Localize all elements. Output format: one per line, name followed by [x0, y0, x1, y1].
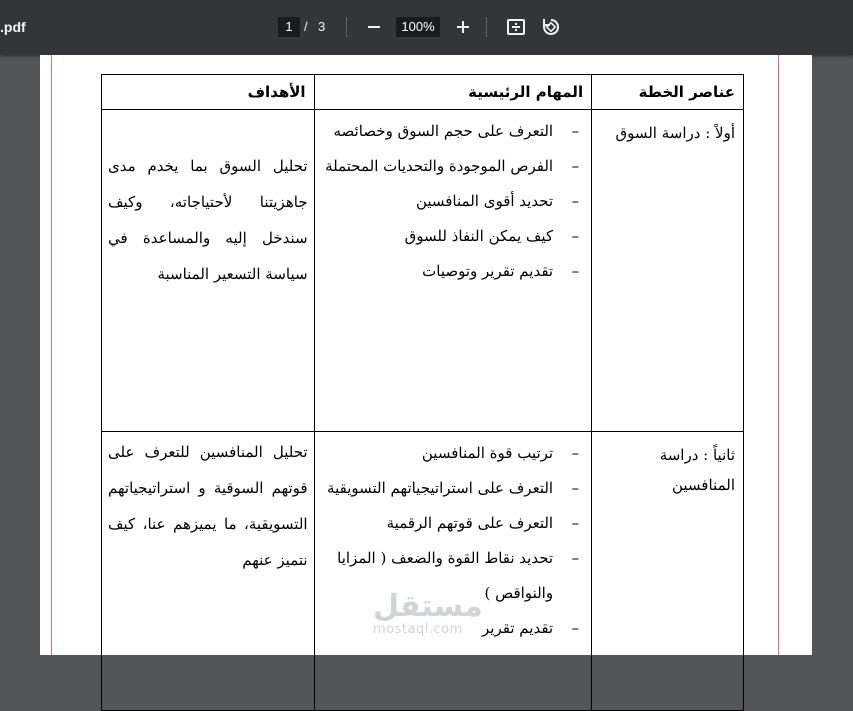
- rotate-button[interactable]: [537, 13, 565, 41]
- margin-line-right: [778, 55, 779, 655]
- rotate-icon: [541, 17, 561, 37]
- goal-cell: تحليل السوق بما يخدم مدى جاهزيتنا لأحتياجاته، وكيف سندخل إليه والمساعدة في سياسة التسعير المناسبة: [102, 110, 315, 432]
- current-page-input[interactable]: 1: [278, 17, 300, 37]
- task-item: – كيف يمكن النفاذ للسوق: [321, 219, 580, 254]
- tasks-cell: [314, 432, 592, 711]
- table-row: [102, 432, 744, 711]
- watermark-latin: mostaql.com: [373, 622, 463, 637]
- tasks-cell: [314, 110, 592, 432]
- task-item: – التعرف على حجم السوق وخصائصه: [321, 114, 580, 149]
- table-row: [102, 110, 744, 432]
- minus-icon: [367, 20, 381, 34]
- task-item: – الفرص الموجودة والتحديات المحتملة: [321, 149, 580, 184]
- total-pages: 3: [318, 19, 326, 34]
- watermark-arabic: مستقل: [373, 589, 483, 624]
- fit-page-icon: [507, 19, 525, 35]
- fit-page-button[interactable]: [502, 13, 530, 41]
- watermark-logo: [373, 591, 483, 637]
- task-item: – تقديم تقرير: [321, 611, 580, 646]
- goal-cell: تحليل المنافسين للتعرف على قوتهم السوقية و استراتيجياتهم التسويقية، ما يميزهم عنا، كيف نتميز عنهم: [102, 432, 315, 711]
- task-item: – تحديد نقاط القوة والضعف ( المزايا والنواقص ): [321, 541, 580, 611]
- task-item: – تحديد أقوى المنافسين: [321, 184, 580, 219]
- zoom-out-button[interactable]: [360, 13, 388, 41]
- header-tasks: المهام الرئيسية: [314, 75, 592, 110]
- header-goals: الأهداف: [102, 75, 315, 110]
- toolbar-divider: [486, 17, 487, 37]
- header-stage: عناصر الخطة: [592, 75, 744, 110]
- stage-cell: أولاً : دراسة السوق: [592, 110, 744, 432]
- table-header-row: [102, 75, 744, 110]
- task-item: – تقديم تقرير وتوصيات: [321, 254, 580, 289]
- plus-icon: [456, 20, 470, 34]
- document-filename: .pdf: [0, 19, 26, 35]
- pdf-toolbar: [0, 0, 853, 55]
- task-item: – التعرف على استراتيجياتهم التسويقية: [321, 471, 580, 506]
- task-item: – التعرف على قوتهم الرقمية: [321, 506, 580, 541]
- pdf-page: [40, 55, 812, 655]
- zoom-level-input[interactable]: 100%: [396, 17, 440, 37]
- toolbar-divider: [346, 17, 347, 37]
- zoom-in-button[interactable]: [449, 13, 477, 41]
- page-separator: /: [304, 19, 308, 34]
- stage-cell: ثانياً : دراسة المنافسين: [592, 432, 744, 711]
- task-item: – ترتيب قوة المنافسين: [321, 436, 580, 471]
- margin-line-left: [51, 55, 52, 655]
